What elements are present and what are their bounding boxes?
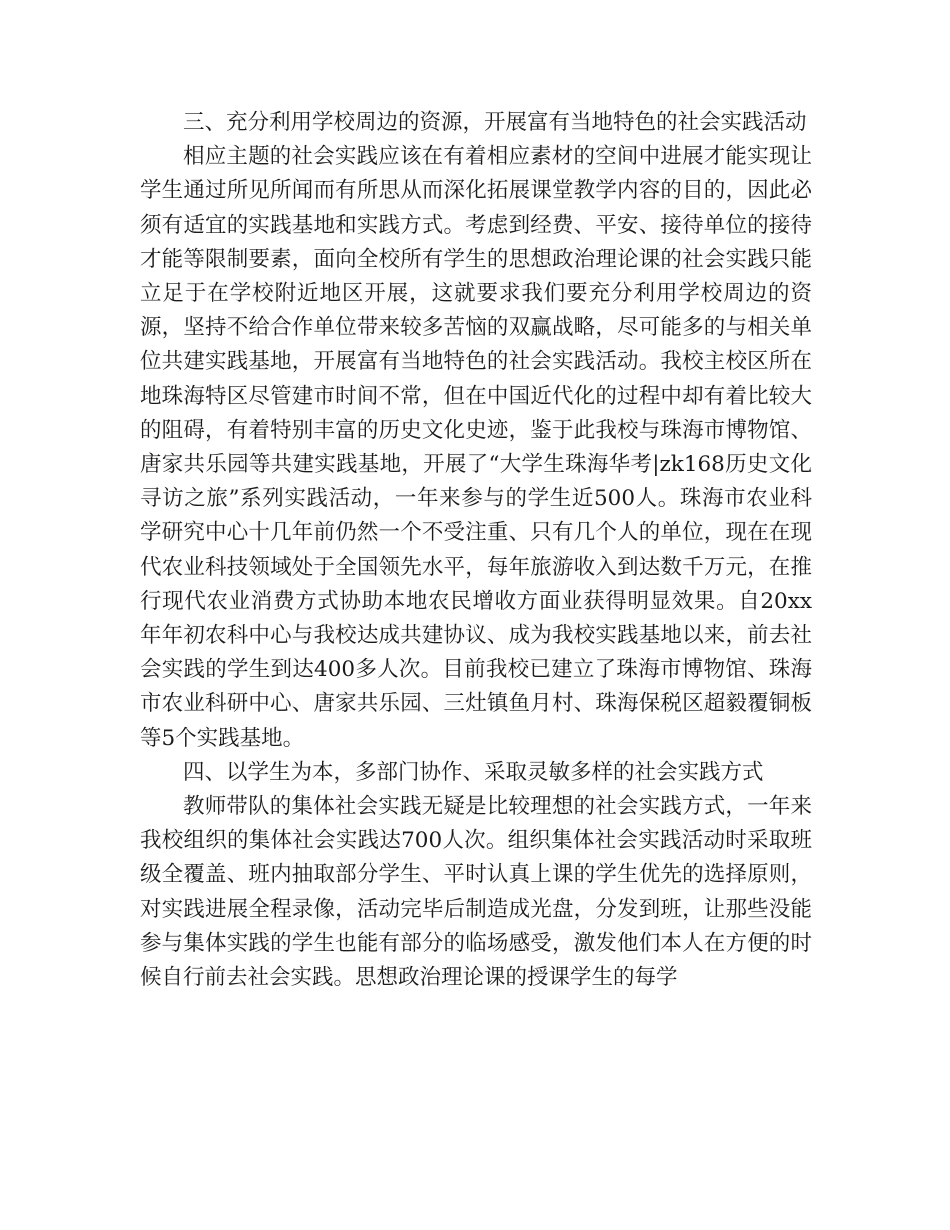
section-heading-four: 四、以学生为本，多部门协作、采取灵敏多样的社会实践方式 <box>183 759 764 785</box>
document-page <box>140 106 812 995</box>
body-paragraph: 教师带队的集体社会实践无疑是比较理想的社会实践方式，一年来我校组织的集体社会实践达700人次。组织集体社会实践活动时采取班级全覆盖、班内抽取部分学生、平时认真上课的学生优先的选择原则，对实践进展全程录像，活动完毕后制造成光盘，分发到班，让那些没能参与集体实践的学生也能有部分的临场感受，激发他们本人在方便的时候自行前去社会实践。思想政治理论课的授课学生的每学 <box>140 794 812 991</box>
section-heading-three: 三、充分利用学校周边的资源，开展富有当地特色的社会实践活动 <box>183 110 807 135</box>
body-paragraph: 相应主题的社会实践应该在有着相应素材的空间中进展才能实现让学生通过所见所闻而有所思从而深化拓展课堂教学内容的目的，因此必须有适宜的实践基地和实践方式。考虑到经费、平安、接待单位的接待才能等限制要素，面向全校所有学生的思想政治理论课的社会实践只能立足于在学校附近地区开展，这就要求我们要充分利用学校周边的资源，坚持不给合作单位带来较多苦恼的双赢战略，尽可能多的与相关单位共建实践基地，开展富有当地特色的社会实践活动。我校主校区所在地珠海特区尽管建市时间不常，但在中国近代化的过程中却有着比较大的阻碍，有着特别丰富的历史文化史迹，鉴于此我校与珠海市博物馆、唐家共乐园等共建实践基地，开展了“大学生珠海华考|zk168历史文化寻访之旅”系列实践活动，一年来参与的学生近500人。珠海市农业科学研究中心十几年前仍然一个不受注重、只有几个人的单位，现在在现代农业科技领域处于全国领先水平，每年旅游收入到达数千万元，在推行现代农业消费方式协助本地农民增收方面业获得明显效果。自20xx年年初农科中心与我校达成共建协议、成为我校实践基地以来，前去社会实践的学生到达400多人次。目前我校已建立了珠海市博物馆、珠海市农业科研中心、唐家共乐园、三灶镇鱼月村、珠海保税区超毅覆铜板等5个实践基地。 <box>140 144 812 751</box>
